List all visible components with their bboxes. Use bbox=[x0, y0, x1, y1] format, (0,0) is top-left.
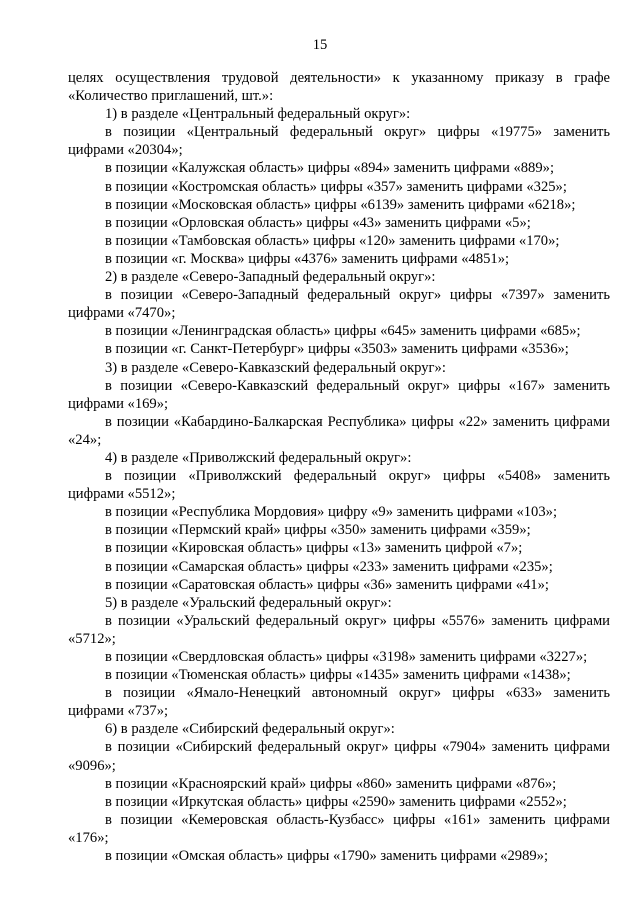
text-line: 3) в разделе «Северо-Кавказский федеральный округ»: bbox=[105, 359, 446, 376]
text-line: в позиции «Калужская область» цифры «894» заменить цифрами «889»; bbox=[105, 160, 555, 177]
text-line: «176»; bbox=[68, 829, 109, 846]
text-line: «5712»; bbox=[68, 630, 116, 647]
text-line: 5) в разделе «Уральский федеральный округ»: bbox=[105, 594, 392, 611]
text-line: 1) в разделе «Центральный федеральный округ»: bbox=[105, 106, 411, 123]
text-line: в позиции «Костромская область» цифры «357» заменить цифрами «325»; bbox=[105, 178, 567, 195]
text-line: целях осуществления трудовой деятельности» к указанному приказу в графе bbox=[68, 70, 610, 86]
text-line: в позиции «Кабардино-Балкарская Республика» цифры «22» заменить цифрами bbox=[105, 413, 610, 430]
text-line: цифрами «20304»; bbox=[68, 142, 183, 159]
text-line: 4) в разделе «Приволжский федеральный округ»: bbox=[105, 449, 412, 466]
text-line: «24»; bbox=[68, 431, 102, 448]
text-line: цифрами «737»; bbox=[68, 703, 169, 720]
text-line: в позиции «Тамбовская область» цифры «120» заменить цифрами «170»; bbox=[105, 232, 560, 249]
text-line: в позиции «Уральский федеральный округ» цифры «5576» заменить цифрами bbox=[105, 612, 610, 629]
text-line: в позиции «Ленинградская область» цифры «645» заменить цифрами «685»; bbox=[105, 323, 581, 340]
text-line: в позиции «Северо-Кавказский федеральный округ» цифры «167» заменить bbox=[105, 377, 610, 394]
text-line: в позиции «г. Санкт-Петербург» цифры «3503» заменить цифрами «3536»; bbox=[105, 341, 569, 358]
text-line: в позиции «Ямало-Ненецкий автономный округ» цифры «633» заменить bbox=[105, 685, 610, 702]
text-line: в позиции «Свердловская область» цифры «3198» заменить цифрами «3227»; bbox=[105, 649, 588, 665]
text-line: цифрами «169»; bbox=[68, 395, 169, 412]
text-line: цифрами «5512»; bbox=[68, 486, 176, 503]
text-line: в позиции «Самарская область» цифры «233» заменить цифрами «235»; bbox=[105, 558, 553, 575]
text-line: «9096»; bbox=[68, 757, 116, 774]
text-line: в позиции «Республика Мордовия» цифру «9» заменить цифрами «103»; bbox=[105, 504, 557, 521]
text-line: в позиции «Кемеровская область-Кузбасс» цифры «161» заменить цифрами bbox=[105, 811, 610, 828]
text-line: 6) в разделе «Сибирский федеральный округ»: bbox=[105, 721, 395, 738]
text-line: в позиции «Приволжский федеральный округ» цифры «5408» заменить bbox=[105, 468, 610, 485]
text-line: в позиции «Центральный федеральный округ» цифры «19775» заменить bbox=[105, 124, 610, 141]
text-line: в позиции «Тюменская область» цифры «1435» заменить цифрами «1438»; bbox=[105, 667, 571, 684]
text-line: в позиции «Орловская область» цифры «43» заменить цифрами «5»; bbox=[105, 214, 531, 231]
document-body bbox=[68, 69, 610, 865]
text-line: в позиции «Кировская область» цифры «13» заменить цифрой «7»; bbox=[105, 540, 523, 557]
text-line: в позиции «Красноярский край» цифры «860» заменить цифрами «876»; bbox=[105, 775, 557, 792]
text-line: в позиции «Омская область» цифры «1790» заменить цифрами «2989»; bbox=[105, 848, 549, 865]
text-line: в позиции «г. Москва» цифры «4376» заменить цифрами «4851»; bbox=[105, 250, 510, 267]
text-line: в позиции «Северо-Западный федеральный округ» цифры «7397» заменить bbox=[105, 287, 610, 304]
text-line: цифрами «7470»; bbox=[68, 305, 176, 322]
text-line: «Количество приглашений, шт.»: bbox=[68, 88, 274, 105]
text-line: в позиции «Иркутская область» цифры «2590» заменить цифрами «2552»; bbox=[105, 793, 567, 810]
page-number: 15 bbox=[312, 37, 328, 53]
text-line: в позиции «Саратовская область» цифры «36» заменить цифрами «41»; bbox=[105, 576, 549, 593]
text-line: в позиции «Сибирский федеральный округ» цифры «7904» заменить цифрами bbox=[105, 739, 610, 756]
text-line: в позиции «Пермский край» цифры «350» заменить цифрами «359»; bbox=[105, 522, 531, 539]
text-line: в позиции «Московская область» цифры «6139» заменить цифрами «6218»; bbox=[105, 196, 576, 213]
text-line: 2) в разделе «Северо-Западный федеральный округ»: bbox=[105, 269, 436, 286]
